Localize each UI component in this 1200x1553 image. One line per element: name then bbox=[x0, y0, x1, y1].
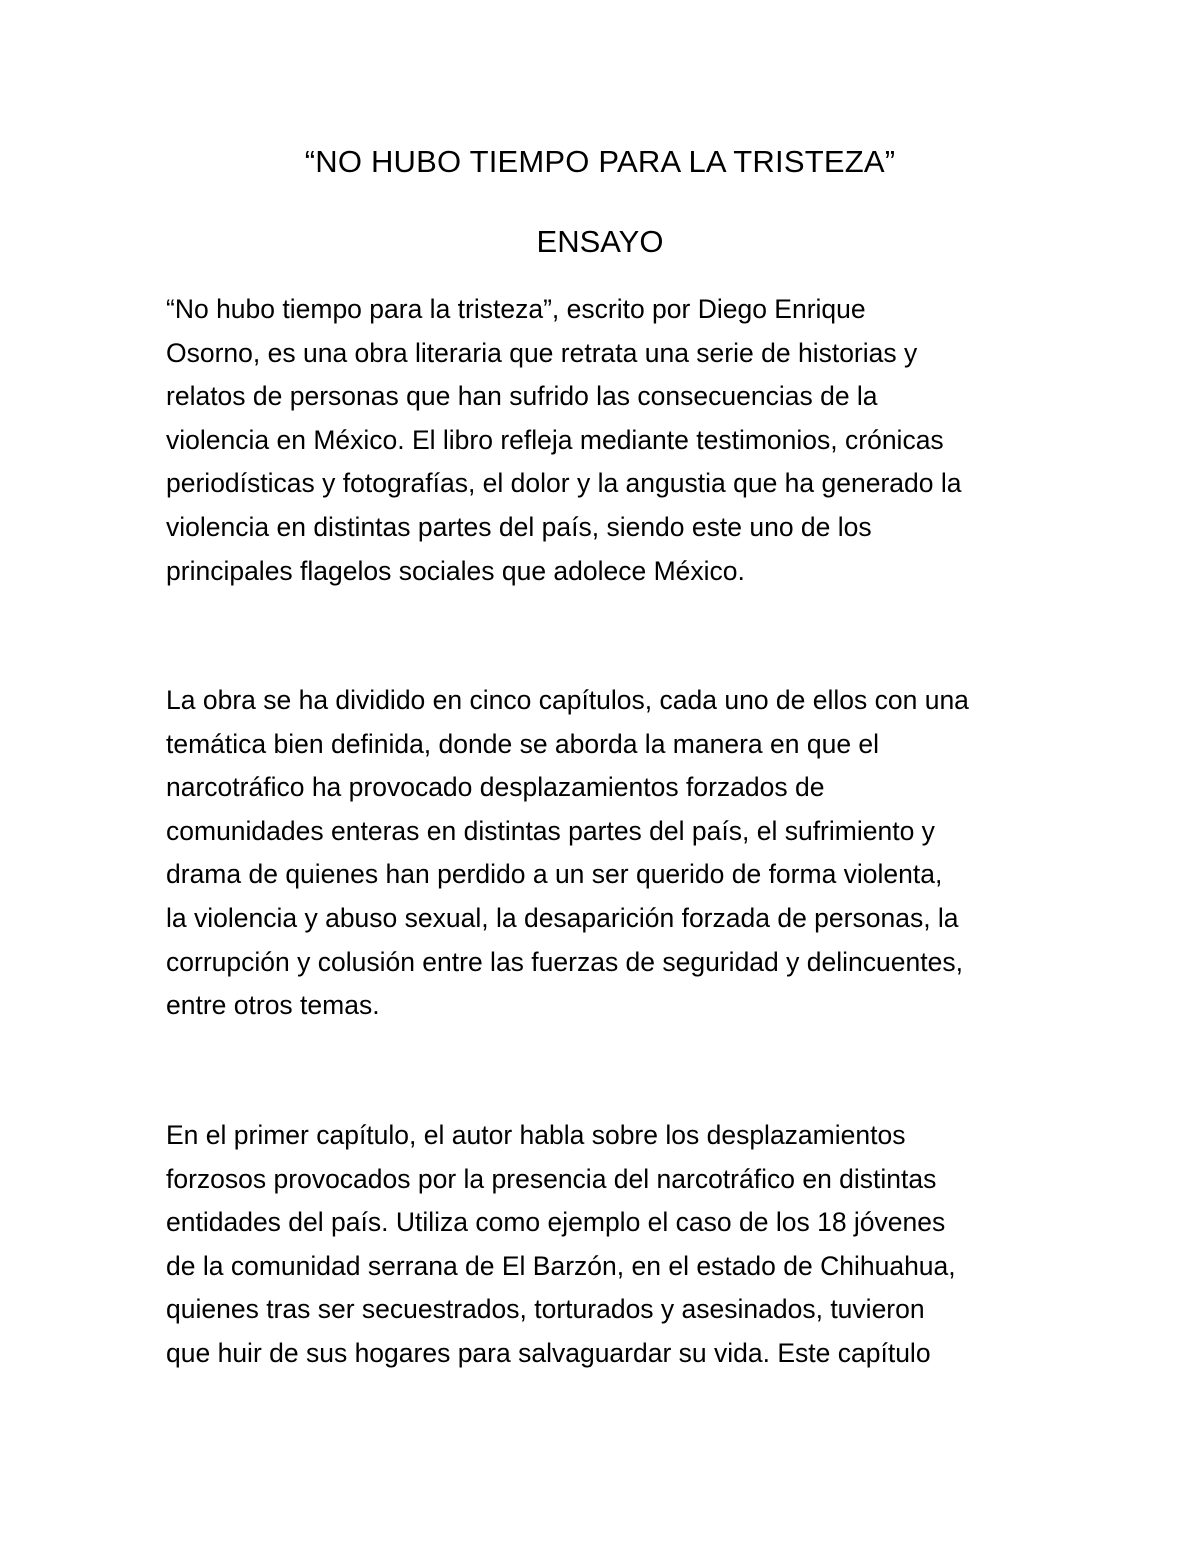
paragraph-2 bbox=[166, 679, 1046, 1028]
paragraph-line: principales flagelos sociales que adolece México. bbox=[166, 555, 745, 586]
paragraph-line: de la comunidad serrana de El Barzón, en el estado de Chihuahua, bbox=[166, 1250, 956, 1281]
paragraph-line: periodísticas y fotografías, el dolor y la angustia que ha generado la bbox=[166, 468, 962, 499]
paragraph-line: relatos de personas que han sufrido las consecuencias de la bbox=[166, 381, 878, 412]
paragraph-line: corrupción y colusión entre las fuerzas de seguridad y delincuentes, bbox=[166, 946, 963, 977]
paragraph-line: violencia en distintas partes del país, siendo este uno de los bbox=[166, 511, 872, 542]
paragraph-line: la violencia y abuso sexual, la desaparición forzada de personas, la bbox=[166, 902, 959, 933]
paragraph-1 bbox=[166, 288, 1046, 593]
paragraph-line: violencia en México. El libro refleja mediante testimonios, crónicas bbox=[166, 424, 944, 455]
paragraph-line: “No hubo tiempo para la tristeza”, escrito por Diego Enrique bbox=[166, 294, 866, 324]
paragraph-line: Osorno, es una obra literaria que retrata una serie de historias y bbox=[166, 337, 918, 368]
document-title: “NO HUBO TIEMPO PARA LA TRISTEZA” bbox=[304, 144, 896, 179]
paragraph-line: entidades del país. Utiliza como ejemplo el caso de los 18 jóvenes bbox=[166, 1207, 946, 1238]
paragraph-line: temática bien definida, donde se aborda la manera en que el bbox=[166, 728, 880, 759]
paragraph-line: comunidades enteras en distintas partes del país, el sufrimiento y bbox=[166, 815, 935, 846]
paragraph-line: La obra se ha dividido en cinco capítulos, cada uno de ellos con una bbox=[166, 685, 969, 715]
paragraph-line: forzosos provocados por la presencia del narcotráfico en distintas bbox=[166, 1163, 937, 1194]
paragraph-line: quienes tras ser secuestrados, torturados y asesinados, tuvieron bbox=[166, 1294, 925, 1325]
paragraph-line: En el primer capítulo, el autor habla sobre los desplazamientos bbox=[166, 1120, 906, 1150]
paragraph-3 bbox=[166, 1114, 1046, 1376]
paragraph-line: drama de quienes han perdido a un ser querido de forma violenta, bbox=[166, 859, 943, 890]
document-subtitle: ENSAYO bbox=[536, 224, 664, 259]
paragraph-line: entre otros temas. bbox=[166, 990, 380, 1021]
paragraph-line: que huir de sus hogares para salvaguardar su vida. Este capítulo bbox=[166, 1337, 931, 1368]
paragraph-line: narcotráfico ha provocado desplazamientos forzados de bbox=[166, 772, 825, 803]
